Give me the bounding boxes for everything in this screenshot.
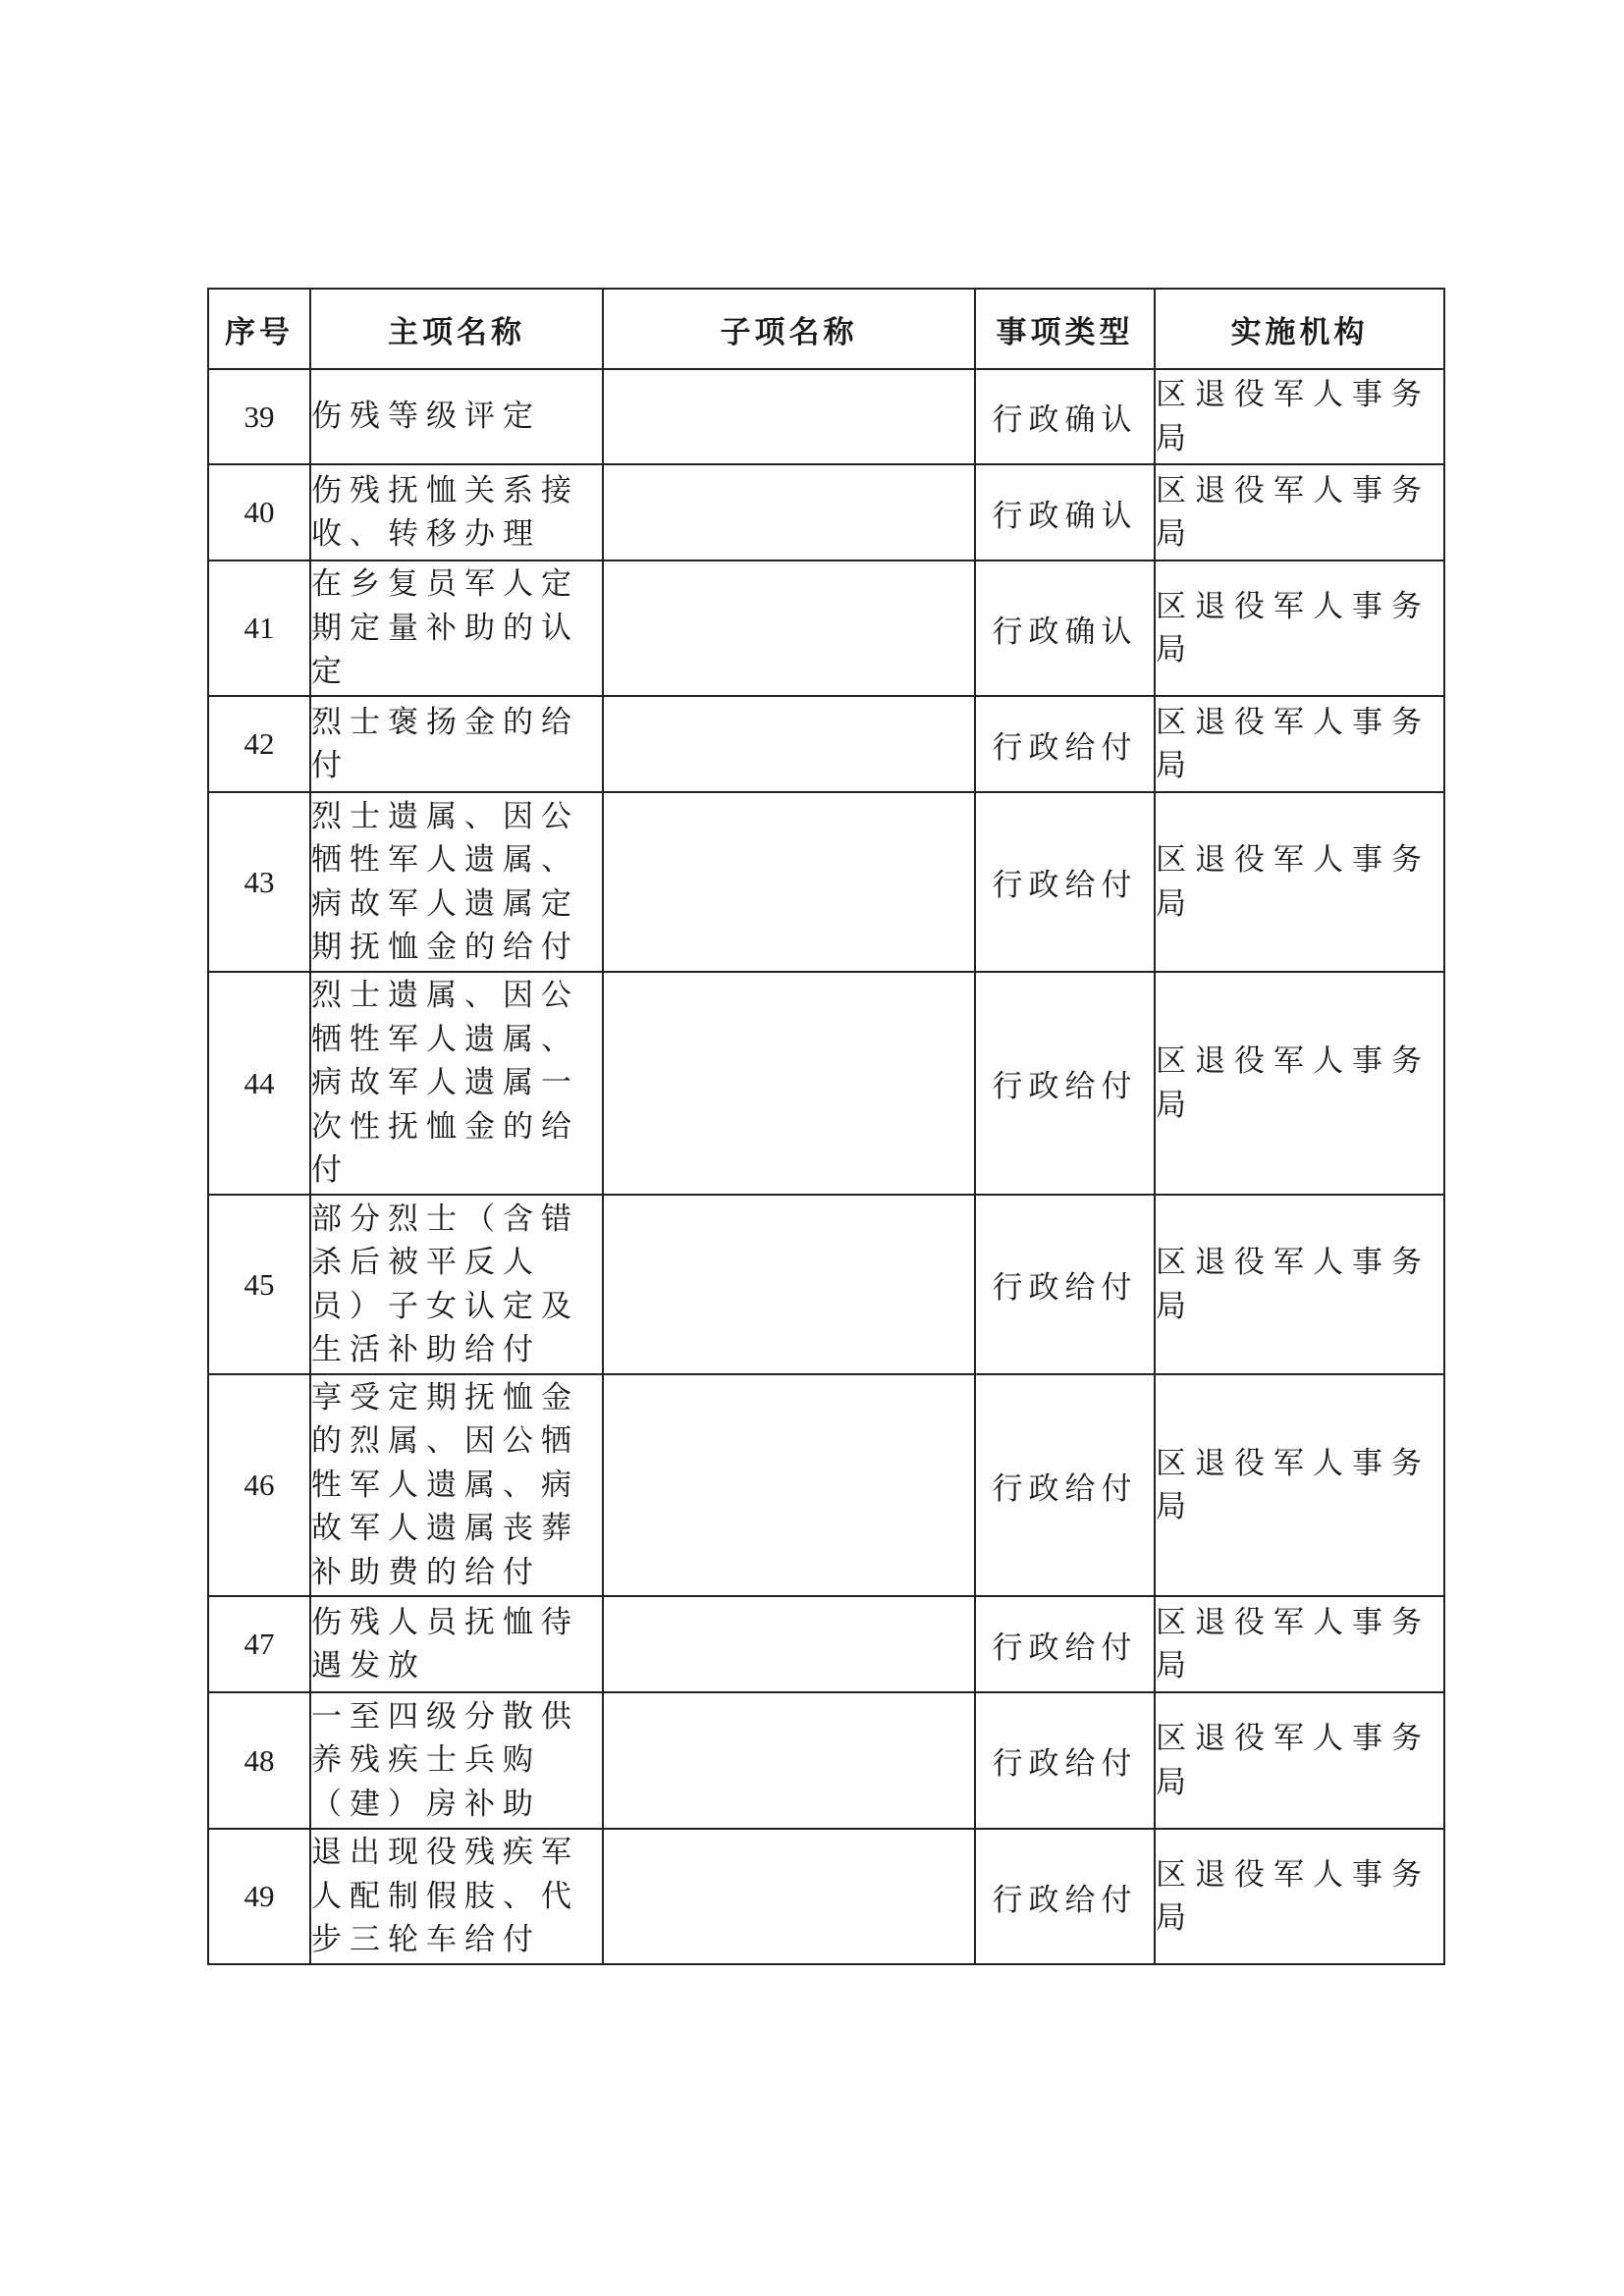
- row-main-item: 伤残抚恤关系接收、转移办理: [310, 464, 603, 561]
- row-sub-item: [603, 1195, 975, 1374]
- row-sub-item: [603, 1374, 975, 1596]
- row-main-item: 部分烈士（含错杀后被平反人员）子女认定及生活补助给付: [310, 1195, 603, 1374]
- row-org: [1155, 792, 1444, 972]
- row-item-type: 行政给付: [975, 1692, 1155, 1829]
- row-index: 45: [208, 1195, 310, 1374]
- row-item-type: 行政给付: [975, 696, 1155, 792]
- table-row: [208, 464, 1444, 561]
- row-org-text: 区退役军人事务局: [1156, 1245, 1431, 1324]
- table-row: [208, 1829, 1444, 1964]
- row-org-text: 区退役军人事务局: [1156, 704, 1431, 783]
- row-item-type: 行政给付: [975, 792, 1155, 972]
- row-index: 44: [208, 972, 310, 1195]
- table-row: [208, 696, 1444, 792]
- row-index: 47: [208, 1596, 310, 1692]
- header-row: [208, 289, 1444, 369]
- row-sub-item: [603, 696, 975, 792]
- table-body: [208, 369, 1444, 1964]
- row-main-item: 退出现役残疾军人配制假肢、代步三轮车给付: [310, 1829, 603, 1964]
- row-index: 41: [208, 561, 310, 696]
- table-row: [208, 792, 1444, 972]
- row-item-type: 行政给付: [975, 972, 1155, 1195]
- row-item-type: 行政给付: [975, 1374, 1155, 1596]
- table-row: [208, 1195, 1444, 1374]
- row-sub-item: [603, 1692, 975, 1829]
- row-org: [1155, 972, 1444, 1195]
- row-org-text: 区退役军人事务局: [1156, 1721, 1431, 1800]
- row-org: [1155, 1374, 1444, 1596]
- row-org-text: 区退役军人事务局: [1156, 377, 1431, 456]
- table-row: [208, 561, 1444, 696]
- row-org-text: 区退役军人事务局: [1156, 842, 1431, 922]
- row-main-item: 享受定期抚恤金的烈属、因公牺牲军人遗属、病故军人遗属丧葬补助费的给付: [310, 1374, 603, 1596]
- row-sub-item: [603, 1829, 975, 1964]
- row-org: [1155, 369, 1444, 464]
- services-table: [207, 288, 1445, 1965]
- row-sub-item: [603, 464, 975, 561]
- row-main-item: 烈士褒扬金的给付: [310, 696, 603, 792]
- row-item-type: 行政给付: [975, 1596, 1155, 1692]
- header-org: 实施机构: [1155, 289, 1444, 369]
- row-org-text: 区退役军人事务局: [1156, 472, 1431, 552]
- table-row: [208, 1374, 1444, 1596]
- row-index: 46: [208, 1374, 310, 1596]
- header-item-type: 事项类型: [975, 289, 1155, 369]
- row-main-item: 一至四级分散供养残疾士兵购（建）房补助: [310, 1692, 603, 1829]
- row-sub-item: [603, 1596, 975, 1692]
- row-main-item: 在乡复员军人定期定量补助的认定: [310, 561, 603, 696]
- row-index: 49: [208, 1829, 310, 1964]
- row-item-type: 行政确认: [975, 369, 1155, 464]
- table-header: [208, 289, 1444, 369]
- row-item-type: 行政确认: [975, 561, 1155, 696]
- row-item-type: 行政确认: [975, 464, 1155, 561]
- table-row: [208, 1596, 1444, 1692]
- row-main-item: 烈士遗属、因公牺牲军人遗属、病故军人遗属一次性抚恤金的给付: [310, 972, 603, 1195]
- row-org-text: 区退役军人事务局: [1156, 588, 1431, 667]
- table-row: [208, 1692, 1444, 1829]
- table-row: [208, 369, 1444, 464]
- row-org-text: 区退役军人事务局: [1156, 1856, 1431, 1936]
- row-org: [1155, 1692, 1444, 1829]
- row-org: [1155, 1596, 1444, 1692]
- row-org-text: 区退役军人事务局: [1156, 1604, 1431, 1683]
- row-org: [1155, 464, 1444, 561]
- header-main-item: 主项名称: [310, 289, 603, 369]
- row-org-text: 区退役军人事务局: [1156, 1445, 1431, 1524]
- row-item-type: 行政给付: [975, 1195, 1155, 1374]
- row-item-type: 行政给付: [975, 1829, 1155, 1964]
- row-sub-item: [603, 561, 975, 696]
- row-main-item: 烈士遗属、因公牺牲军人遗属、病故军人遗属定期抚恤金的给付: [310, 792, 603, 972]
- row-org-text: 区退役军人事务局: [1156, 1043, 1431, 1123]
- row-main-item: 伤残等级评定: [310, 369, 603, 464]
- table-row: [208, 972, 1444, 1195]
- row-org: [1155, 1829, 1444, 1964]
- row-index: 48: [208, 1692, 310, 1829]
- row-main-item: 伤残人员抚恤待遇发放: [310, 1596, 603, 1692]
- header-index: 序号: [208, 289, 310, 369]
- row-sub-item: [603, 792, 975, 972]
- row-sub-item: [603, 369, 975, 464]
- row-org: [1155, 696, 1444, 792]
- row-org: [1155, 1195, 1444, 1374]
- row-org: [1155, 561, 1444, 696]
- row-index: 42: [208, 696, 310, 792]
- header-sub-item: 子项名称: [603, 289, 975, 369]
- row-index: 43: [208, 792, 310, 972]
- row-index: 40: [208, 464, 310, 561]
- row-sub-item: [603, 972, 975, 1195]
- row-index: 39: [208, 369, 310, 464]
